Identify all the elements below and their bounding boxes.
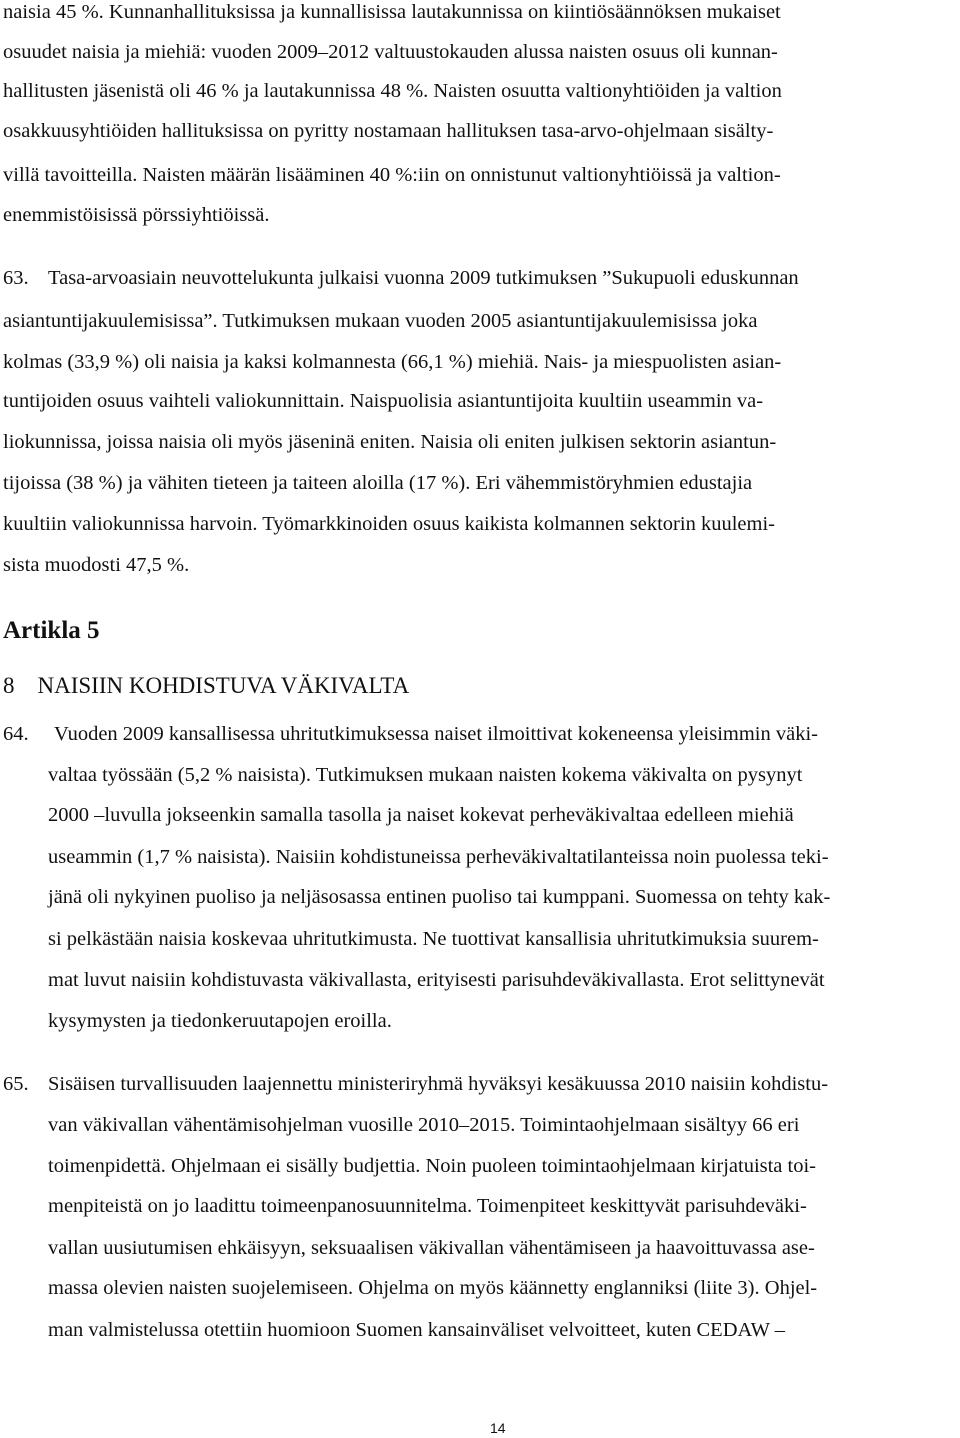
text-line: asiantuntijakuulemisissa”. Tutkimuksen mukaan vuoden 2005 asiantuntijakuulemisissa joka (3, 310, 758, 332)
text-line: 2000 –luvulla jokseenkin samalla tasolla ja naiset kokevat perheväkivaltaa edelleen miehiä (48, 804, 794, 826)
text-line: hallitusten jäsenistä oli 46 % ja lautakunnissa 48 %. Naisten osuutta valtionyhtiöiden ja valtion (3, 80, 782, 102)
text-line: jänä oli nykyinen puoliso ja neljäsosassa entinen puoliso tai kumppani. Suomessa on tehty kak- (48, 886, 831, 908)
text-line: massa olevien naisten suojelemiseen. Ohjelma on myös käännetty englanniksi (liite 3). Ohjel- (48, 1277, 818, 1299)
text-line: Tasa-arvoasiain neuvottelukunta julkaisi vuonna 2009 tutkimuksen ”Sukupuoli eduskunnan (48, 267, 799, 289)
text-line: enemmistöisissä pörssiyhtiöissä. (3, 204, 270, 226)
paragraph-number: 64. (3, 723, 29, 745)
text-line: kuultiin valiokunnissa harvoin. Työmarkkinoiden osuus kaikista kolmannen sektorin kuulemi- (3, 513, 775, 535)
text-line: osuudet naisia ja miehiä: vuoden 2009–2012 valtuustokauden alussa naisten osuus oli kunnan- (3, 41, 778, 63)
text-line: man valmistelussa otettiin huomioon Suomen kansainväliset velvoitteet, kuten CEDAW – (48, 1319, 786, 1341)
text-line: vallan uusiutumisen ehkäisyyn, seksuaalisen väkivallan vähentämiseen ja haavoittuvassa ase- (48, 1237, 815, 1259)
text-line: si pelkästään naisia koskevaa uhritutkimusta. Ne tuottivat kansallisia uhritutkimuksia suurem- (48, 928, 819, 950)
text-line: kolmas (33,9 %) oli naisia ja kaksi kolmannesta (66,1 %) miehiä. Nais- ja miespuolisten asian- (3, 351, 782, 373)
text-line: kysymysten ja tiedonkeruutapojen eroilla. (48, 1010, 392, 1032)
text-line: osakkuusyhtiöiden hallituksissa on pyritty nostamaan hallituksen tasa-arvo-ohjelmaan sisälty- (3, 120, 774, 142)
paragraph-number: 65. (3, 1073, 29, 1095)
text-line: Vuoden 2009 kansallisessa uhritutkimuksessa naiset ilmoittivat kokeneensa yleisimmin väki- (54, 723, 818, 745)
text-line: mat luvut naisiin kohdistuvasta väkivallasta, erityisesti parisuhdeväkivallasta. Erot selittynevät (48, 969, 825, 991)
text-line: Sisäisen turvallisuuden laajennettu ministeriryhmä hyväksyi kesäkuussa 2010 naisiin kohdistu- (48, 1073, 829, 1095)
paragraph-number: 63. (3, 267, 29, 289)
text-line: tuntijoiden osuus vaihteli valiokunnittain. Naispuolisia asiantuntijoita kuultiin useammin va- (3, 390, 764, 412)
text-line: van väkivallan vähentämisohjelman vuosille 2010–2015. Toimintaohjelmaan sisältyy 66 eri (48, 1114, 800, 1136)
text-line: sista muodosti 47,5 %. (3, 554, 190, 576)
text-line: liokunnissa, joissa naisia oli myös jäseninä eniten. Naisia oli eniten julkisen sektorin asiantun- (3, 431, 777, 453)
text-line: toimenpidettä. Ohjelmaan ei sisälly budjettia. Noin puoleen toimintaohjelmaan kirjatuista toi- (48, 1155, 816, 1177)
text-line: menpiteistä on jo laadittu toimeenpanosuunnitelma. Toimenpiteet keskittyvät parisuhdeväki- (48, 1195, 807, 1217)
text-line: villä tavoitteilla. Naisten määrän lisääminen 40 %:iin on onnistunut valtionyhtiöissä ja valtion- (3, 164, 781, 186)
section-heading: 8 NAISIIN KOHDISTUVA VÄKIVALTA (3, 673, 410, 698)
article-heading: Artikla 5 (3, 617, 100, 644)
text-line: tijoissa (38 %) ja vähiten tieteen ja taiteen aloilla (17 %). Eri vähemmistöryhmien edustajia (3, 472, 753, 494)
text-line: naisia 45 %. Kunnanhallituksissa ja kunnallisissa lautakunnissa on kiintiösäännöksen mukaiset (3, 1, 781, 23)
text-line: useammin (1,7 % naisista). Naisiin kohdistuneissa perheväkivaltatilanteissa noin puolessa teki- (48, 846, 829, 868)
text-line: valtaa työssään (5,2 % naisista). Tutkimuksen mukaan naisten kokema väkivalta on pysynyt (48, 764, 803, 786)
page-number: 14 (490, 1420, 506, 1436)
